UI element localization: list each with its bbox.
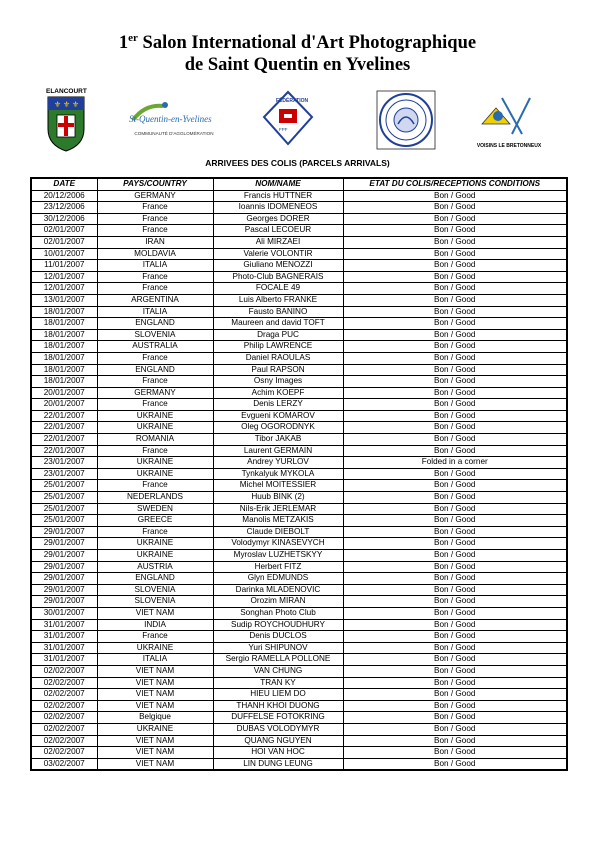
country-cell: VIET NAM xyxy=(97,677,213,689)
name-cell: Songhan Photo Club xyxy=(213,607,343,619)
country-cell: UKRAINE xyxy=(97,550,213,562)
table-row xyxy=(31,631,567,643)
condition-cell: Bon / Good xyxy=(343,341,567,353)
date-cell: 18/01/2007 xyxy=(31,306,97,318)
table-row xyxy=(31,248,567,260)
table-row xyxy=(31,213,567,225)
parcels-table xyxy=(30,177,568,771)
date-cell: 02/02/2007 xyxy=(31,712,97,724)
condition-cell: Bon / Good xyxy=(343,225,567,237)
name-cell: TRAN KY xyxy=(213,677,343,689)
name-cell: Darinka MLADENOVIC xyxy=(213,584,343,596)
table-row xyxy=(31,607,567,619)
date-cell: 22/01/2007 xyxy=(31,410,97,422)
name-cell: Sudip ROYCHOUDHURY xyxy=(213,619,343,631)
table-header-row xyxy=(31,178,567,190)
date-cell: 20/12/2006 xyxy=(31,190,97,202)
table-row xyxy=(31,700,567,712)
name-cell: Philip LAWRENCE xyxy=(213,341,343,353)
name-cell: Ioannis IDOMENEOS xyxy=(213,202,343,214)
country-cell: France xyxy=(97,376,213,388)
condition-cell: Bon / Good xyxy=(343,248,567,260)
condition-cell: Bon / Good xyxy=(343,515,567,527)
name-cell: Michel MOITESSIER xyxy=(213,480,343,492)
name-cell: Luis Alberto FRANKE xyxy=(213,294,343,306)
name-cell: Volodymyr KINASEVYCH xyxy=(213,538,343,550)
table-row xyxy=(31,723,567,735)
date-cell: 25/01/2007 xyxy=(31,515,97,527)
name-cell: VAN CHUNG xyxy=(213,665,343,677)
condition-cell: Bon / Good xyxy=(343,584,567,596)
table-row xyxy=(31,260,567,272)
name-cell: Andrey YURLOV xyxy=(213,457,343,469)
page-title xyxy=(0,32,595,76)
country-cell: France xyxy=(97,526,213,538)
country-cell: GERMANY xyxy=(97,387,213,399)
date-cell: 31/01/2007 xyxy=(31,654,97,666)
table-row xyxy=(31,584,567,596)
country-cell: UKRAINE xyxy=(97,468,213,480)
date-cell: 18/01/2007 xyxy=(31,341,97,353)
condition-cell: Bon / Good xyxy=(343,410,567,422)
date-cell: 22/01/2007 xyxy=(31,434,97,446)
table-row xyxy=(31,526,567,538)
date-cell: 02/02/2007 xyxy=(31,665,97,677)
name-cell: Denis DUCLOS xyxy=(213,631,343,643)
country-cell: VIET NAM xyxy=(97,665,213,677)
date-cell: 29/01/2007 xyxy=(31,550,97,562)
country-cell: UKRAINE xyxy=(97,538,213,550)
table-row xyxy=(31,654,567,666)
name-cell: Laurent GERMAIN xyxy=(213,445,343,457)
date-cell: 30/01/2007 xyxy=(31,607,97,619)
date-cell: 23/12/2006 xyxy=(31,202,97,214)
svg-text:FÉDÉRATION: FÉDÉRATION xyxy=(276,98,309,104)
svg-text:FPF: FPF xyxy=(279,127,288,132)
name-cell: Nils-Erik JERLEMAR xyxy=(213,503,343,515)
condition-cell: Bon / Good xyxy=(343,352,567,364)
condition-cell: Bon / Good xyxy=(343,202,567,214)
date-cell: 02/02/2007 xyxy=(31,689,97,701)
name-cell: Glyn EDMUNDS xyxy=(213,573,343,585)
name-cell: Evgueni KOMAROV xyxy=(213,410,343,422)
condition-cell: Bon / Good xyxy=(343,550,567,562)
country-cell: France xyxy=(97,213,213,225)
table-row xyxy=(31,538,567,550)
title-line-1: 1er Salon International d'Art Photographique xyxy=(118,32,477,53)
table-row xyxy=(31,503,567,515)
name-cell: Oleg OGORODNYK xyxy=(213,422,343,434)
elancourt-logo: ELANCOURT ⚜ ⚜ ⚜ xyxy=(46,88,86,154)
table-row xyxy=(31,596,567,608)
condition-cell: Bon / Good xyxy=(343,654,567,666)
table-row xyxy=(31,712,567,724)
condition-cell: Bon / Good xyxy=(343,723,567,735)
condition-cell: Bon / Good xyxy=(343,607,567,619)
country-cell: France xyxy=(97,480,213,492)
date-cell: 11/01/2007 xyxy=(31,260,97,272)
country-cell: GREECE xyxy=(97,515,213,527)
voisins-crest-icon xyxy=(476,94,542,138)
country-cell: ITALIA xyxy=(97,260,213,272)
country-cell: France xyxy=(97,225,213,237)
table-row xyxy=(31,445,567,457)
table-row xyxy=(31,202,567,214)
fpf-diamond-icon xyxy=(262,90,314,146)
table-row xyxy=(31,294,567,306)
condition-cell: Bon / Good xyxy=(343,677,567,689)
name-cell: Herbert FITZ xyxy=(213,561,343,573)
table-body xyxy=(31,190,567,770)
country-cell: France xyxy=(97,271,213,283)
country-cell: SLOVENIA xyxy=(97,329,213,341)
condition-cell: Bon / Good xyxy=(343,283,567,295)
country-cell: ENGLAND xyxy=(97,318,213,330)
condition-cell: Bon / Good xyxy=(343,526,567,538)
country-cell: ROMANIA xyxy=(97,434,213,446)
sqy-swoosh-icon xyxy=(123,100,225,126)
name-cell: Myroslav LUZHETSKYY xyxy=(213,550,343,562)
date-cell: 18/01/2007 xyxy=(31,318,97,330)
condition-cell: Bon / Good xyxy=(343,503,567,515)
date-cell: 31/01/2007 xyxy=(31,642,97,654)
title-line-2: de Saint Quentin en Yvelines xyxy=(184,55,411,75)
date-cell: 10/01/2007 xyxy=(31,248,97,260)
name-cell: THANH KHOI DUONG xyxy=(213,700,343,712)
date-cell: 18/01/2007 xyxy=(31,376,97,388)
date-cell: 18/01/2007 xyxy=(31,352,97,364)
table-row xyxy=(31,689,567,701)
table-row xyxy=(31,318,567,330)
name-cell: Georges DORER xyxy=(213,213,343,225)
condition-cell: Bon / Good xyxy=(343,712,567,724)
name-cell: DUFFELSE FOTOKRING xyxy=(213,712,343,724)
country-cell: SLOVENIA xyxy=(97,584,213,596)
table-row xyxy=(31,306,567,318)
name-cell: Manolis METZAKIS xyxy=(213,515,343,527)
table-row xyxy=(31,190,567,202)
date-cell: 30/12/2006 xyxy=(31,213,97,225)
condition-cell: Bon / Good xyxy=(343,480,567,492)
date-cell: 02/02/2007 xyxy=(31,747,97,759)
table-row xyxy=(31,619,567,631)
date-cell: 29/01/2007 xyxy=(31,573,97,585)
name-cell: Giuliano MENOZZI xyxy=(213,260,343,272)
country-cell: VIET NAM xyxy=(97,735,213,747)
name-cell: Tibor JAKAB xyxy=(213,434,343,446)
date-cell: 29/01/2007 xyxy=(31,596,97,608)
country-cell: UKRAINE xyxy=(97,422,213,434)
date-cell: 13/01/2007 xyxy=(31,294,97,306)
country-cell: Belgique xyxy=(97,712,213,724)
date-cell: 22/01/2007 xyxy=(31,445,97,457)
condition-cell: Bon / Good xyxy=(343,318,567,330)
condition-cell: Bon / Good xyxy=(343,271,567,283)
condition-cell: Bon / Good xyxy=(343,294,567,306)
date-cell: 12/01/2007 xyxy=(31,283,97,295)
country-cell: VIET NAM xyxy=(97,747,213,759)
condition-cell: Bon / Good xyxy=(343,631,567,643)
condition-cell: Bon / Good xyxy=(343,387,567,399)
table-row xyxy=(31,665,567,677)
condition-cell: Bon / Good xyxy=(343,364,567,376)
table-row xyxy=(31,573,567,585)
name-cell: DUBAS VOLODYMYR xyxy=(213,723,343,735)
name-cell: Valerie VOLONTIR xyxy=(213,248,343,260)
country-cell: France xyxy=(97,352,213,364)
name-cell: Claude DIEBOLT xyxy=(213,526,343,538)
condition-cell: Bon / Good xyxy=(343,665,567,677)
condition-cell: Bon / Good xyxy=(343,468,567,480)
date-cell: 31/01/2007 xyxy=(31,619,97,631)
name-cell: Photo-Club BAGNERAIS xyxy=(213,271,343,283)
elancourt-shield-icon xyxy=(46,95,86,153)
name-cell: Orozim MIRAN xyxy=(213,596,343,608)
table-row xyxy=(31,283,567,295)
country-cell: MOLDAVIA xyxy=(97,248,213,260)
date-cell: 02/02/2007 xyxy=(31,735,97,747)
country-cell: SLOVENIA xyxy=(97,596,213,608)
seal-icon xyxy=(376,90,436,150)
condition-cell: Bon / Good xyxy=(343,422,567,434)
name-cell: Tynkalyuk MYKOLA xyxy=(213,468,343,480)
name-cell: Fausto BANINO xyxy=(213,306,343,318)
country-cell: VIET NAM xyxy=(97,607,213,619)
date-cell: 29/01/2007 xyxy=(31,584,97,596)
table-row xyxy=(31,387,567,399)
table-row xyxy=(31,457,567,469)
table-row xyxy=(31,642,567,654)
table-row xyxy=(31,677,567,689)
date-cell: 03/02/2007 xyxy=(31,758,97,770)
table-caption: ARRIVEES DES COLIS (PARCELS ARRIVALS) xyxy=(205,158,390,168)
country-cell: France xyxy=(97,631,213,643)
condition-cell: Bon / Good xyxy=(343,492,567,504)
condition-cell: Bon / Good xyxy=(343,376,567,388)
date-cell: 18/01/2007 xyxy=(31,364,97,376)
column-header-condition: ETAT DU COLIS/RECEPTIONS CONDITIONS xyxy=(343,178,567,190)
country-cell: UKRAINE xyxy=(97,410,213,422)
table-row xyxy=(31,758,567,770)
table-row xyxy=(31,225,567,237)
name-cell: Osny Images xyxy=(213,376,343,388)
condition-cell: Bon / Good xyxy=(343,236,567,248)
name-cell: Daniel RAOULAS xyxy=(213,352,343,364)
table-row xyxy=(31,480,567,492)
name-cell: HIEU LIEM DO xyxy=(213,689,343,701)
country-cell: VIET NAM xyxy=(97,689,213,701)
name-cell: HOI VAN HOC xyxy=(213,747,343,759)
date-cell: 02/01/2007 xyxy=(31,225,97,237)
table-row xyxy=(31,271,567,283)
name-cell: FOCALE 49 xyxy=(213,283,343,295)
fpf-logo xyxy=(262,90,314,146)
svg-text:⚜: ⚜ xyxy=(63,100,71,109)
country-cell: NEDERLANDS xyxy=(97,492,213,504)
condition-cell: Bon / Good xyxy=(343,445,567,457)
table-row xyxy=(31,329,567,341)
column-header-name: NOM/NAME xyxy=(213,178,343,190)
country-cell: ITALIA xyxy=(97,306,213,318)
date-cell: 25/01/2007 xyxy=(31,492,97,504)
table-row xyxy=(31,515,567,527)
table-row xyxy=(31,376,567,388)
name-cell: Huub BINK (2) xyxy=(213,492,343,504)
table-row xyxy=(31,561,567,573)
date-cell: 29/01/2007 xyxy=(31,538,97,550)
country-cell: ENGLAND xyxy=(97,364,213,376)
condition-cell: Bon / Good xyxy=(343,329,567,341)
date-cell: 25/01/2007 xyxy=(31,503,97,515)
name-cell: Paul RAPSON xyxy=(213,364,343,376)
country-cell: INDIA xyxy=(97,619,213,631)
name-cell: Sergio RAMELLA POLLONE xyxy=(213,654,343,666)
date-cell: 02/01/2007 xyxy=(31,236,97,248)
table-row xyxy=(31,399,567,411)
condition-cell: Folded in a corner xyxy=(343,457,567,469)
country-cell: VIET NAM xyxy=(97,758,213,770)
condition-cell: Bon / Good xyxy=(343,619,567,631)
svg-text:⚜: ⚜ xyxy=(54,100,62,109)
date-cell: 02/02/2007 xyxy=(31,723,97,735)
condition-cell: Bon / Good xyxy=(343,561,567,573)
country-cell: ENGLAND xyxy=(97,573,213,585)
country-cell: France xyxy=(97,445,213,457)
name-cell: Maureen and david TOFT xyxy=(213,318,343,330)
table-row xyxy=(31,550,567,562)
column-header-country: PAYS/COUNTRY xyxy=(97,178,213,190)
voisins-logo: VOISINS LE BRETONNEUX xyxy=(476,94,542,152)
date-cell: 20/01/2007 xyxy=(31,387,97,399)
country-cell: UKRAINE xyxy=(97,642,213,654)
condition-cell: Bon / Good xyxy=(343,190,567,202)
date-cell: 29/01/2007 xyxy=(31,561,97,573)
condition-cell: Bon / Good xyxy=(343,642,567,654)
sqy-logo: St-Quentin-en-Yvelines COMMUNAUTÉ D'AGGLOMÉRATION xyxy=(123,100,225,140)
seal-logo xyxy=(376,90,436,150)
country-cell: France xyxy=(97,202,213,214)
name-cell: Ali MIRZAEI xyxy=(213,236,343,248)
column-header-date: DATE xyxy=(31,178,97,190)
condition-cell: Bon / Good xyxy=(343,306,567,318)
logo-strip xyxy=(0,86,595,156)
country-cell: AUSTRALIA xyxy=(97,341,213,353)
country-cell: UKRAINE xyxy=(97,457,213,469)
condition-cell: Bon / Good xyxy=(343,596,567,608)
condition-cell: Bon / Good xyxy=(343,735,567,747)
name-cell: Denis LERZY xyxy=(213,399,343,411)
country-cell: IRAN xyxy=(97,236,213,248)
table-row xyxy=(31,468,567,480)
country-cell: AUSTRIA xyxy=(97,561,213,573)
name-cell: LIN DUNG LEUNG xyxy=(213,758,343,770)
condition-cell: Bon / Good xyxy=(343,260,567,272)
condition-cell: Bon / Good xyxy=(343,399,567,411)
country-cell: UKRAINE xyxy=(97,723,213,735)
date-cell: 20/01/2007 xyxy=(31,399,97,411)
name-cell: Yuri SHIPUNOV xyxy=(213,642,343,654)
name-cell: Achim KOEPF xyxy=(213,387,343,399)
table-row xyxy=(31,236,567,248)
table-row xyxy=(31,364,567,376)
country-cell: ITALIA xyxy=(97,654,213,666)
table-row xyxy=(31,410,567,422)
date-cell: 29/01/2007 xyxy=(31,526,97,538)
table-row xyxy=(31,747,567,759)
svg-text:⚜: ⚜ xyxy=(72,100,80,109)
condition-cell: Bon / Good xyxy=(343,538,567,550)
name-cell: Draga PUC xyxy=(213,329,343,341)
country-cell: ARGENTINA xyxy=(97,294,213,306)
condition-cell: Bon / Good xyxy=(343,573,567,585)
date-cell: 22/01/2007 xyxy=(31,422,97,434)
date-cell: 31/01/2007 xyxy=(31,631,97,643)
name-cell: Pascal LECOEUR xyxy=(213,225,343,237)
date-cell: 12/01/2007 xyxy=(31,271,97,283)
condition-cell: Bon / Good xyxy=(343,758,567,770)
condition-cell: Bon / Good xyxy=(343,700,567,712)
condition-cell: Bon / Good xyxy=(343,213,567,225)
date-cell: 18/01/2007 xyxy=(31,329,97,341)
table-row xyxy=(31,422,567,434)
date-cell: 02/02/2007 xyxy=(31,700,97,712)
table-row xyxy=(31,434,567,446)
name-cell: QUANG NGUYEN xyxy=(213,735,343,747)
country-cell: SWEDEN xyxy=(97,503,213,515)
condition-cell: Bon / Good xyxy=(343,434,567,446)
date-cell: 23/01/2007 xyxy=(31,457,97,469)
country-cell: France xyxy=(97,283,213,295)
table-row xyxy=(31,341,567,353)
name-cell: Francis HUTTNER xyxy=(213,190,343,202)
svg-text:St-Quentin-en-Yvelines: St-Quentin-en-Yvelines xyxy=(129,114,212,124)
condition-cell: Bon / Good xyxy=(343,689,567,701)
date-cell: 23/01/2007 xyxy=(31,468,97,480)
table-row xyxy=(31,352,567,364)
country-cell: VIET NAM xyxy=(97,700,213,712)
country-cell: France xyxy=(97,399,213,411)
date-cell: 25/01/2007 xyxy=(31,480,97,492)
table-row xyxy=(31,492,567,504)
table-row xyxy=(31,735,567,747)
condition-cell: Bon / Good xyxy=(343,747,567,759)
country-cell: GERMANY xyxy=(97,190,213,202)
date-cell: 02/02/2007 xyxy=(31,677,97,689)
